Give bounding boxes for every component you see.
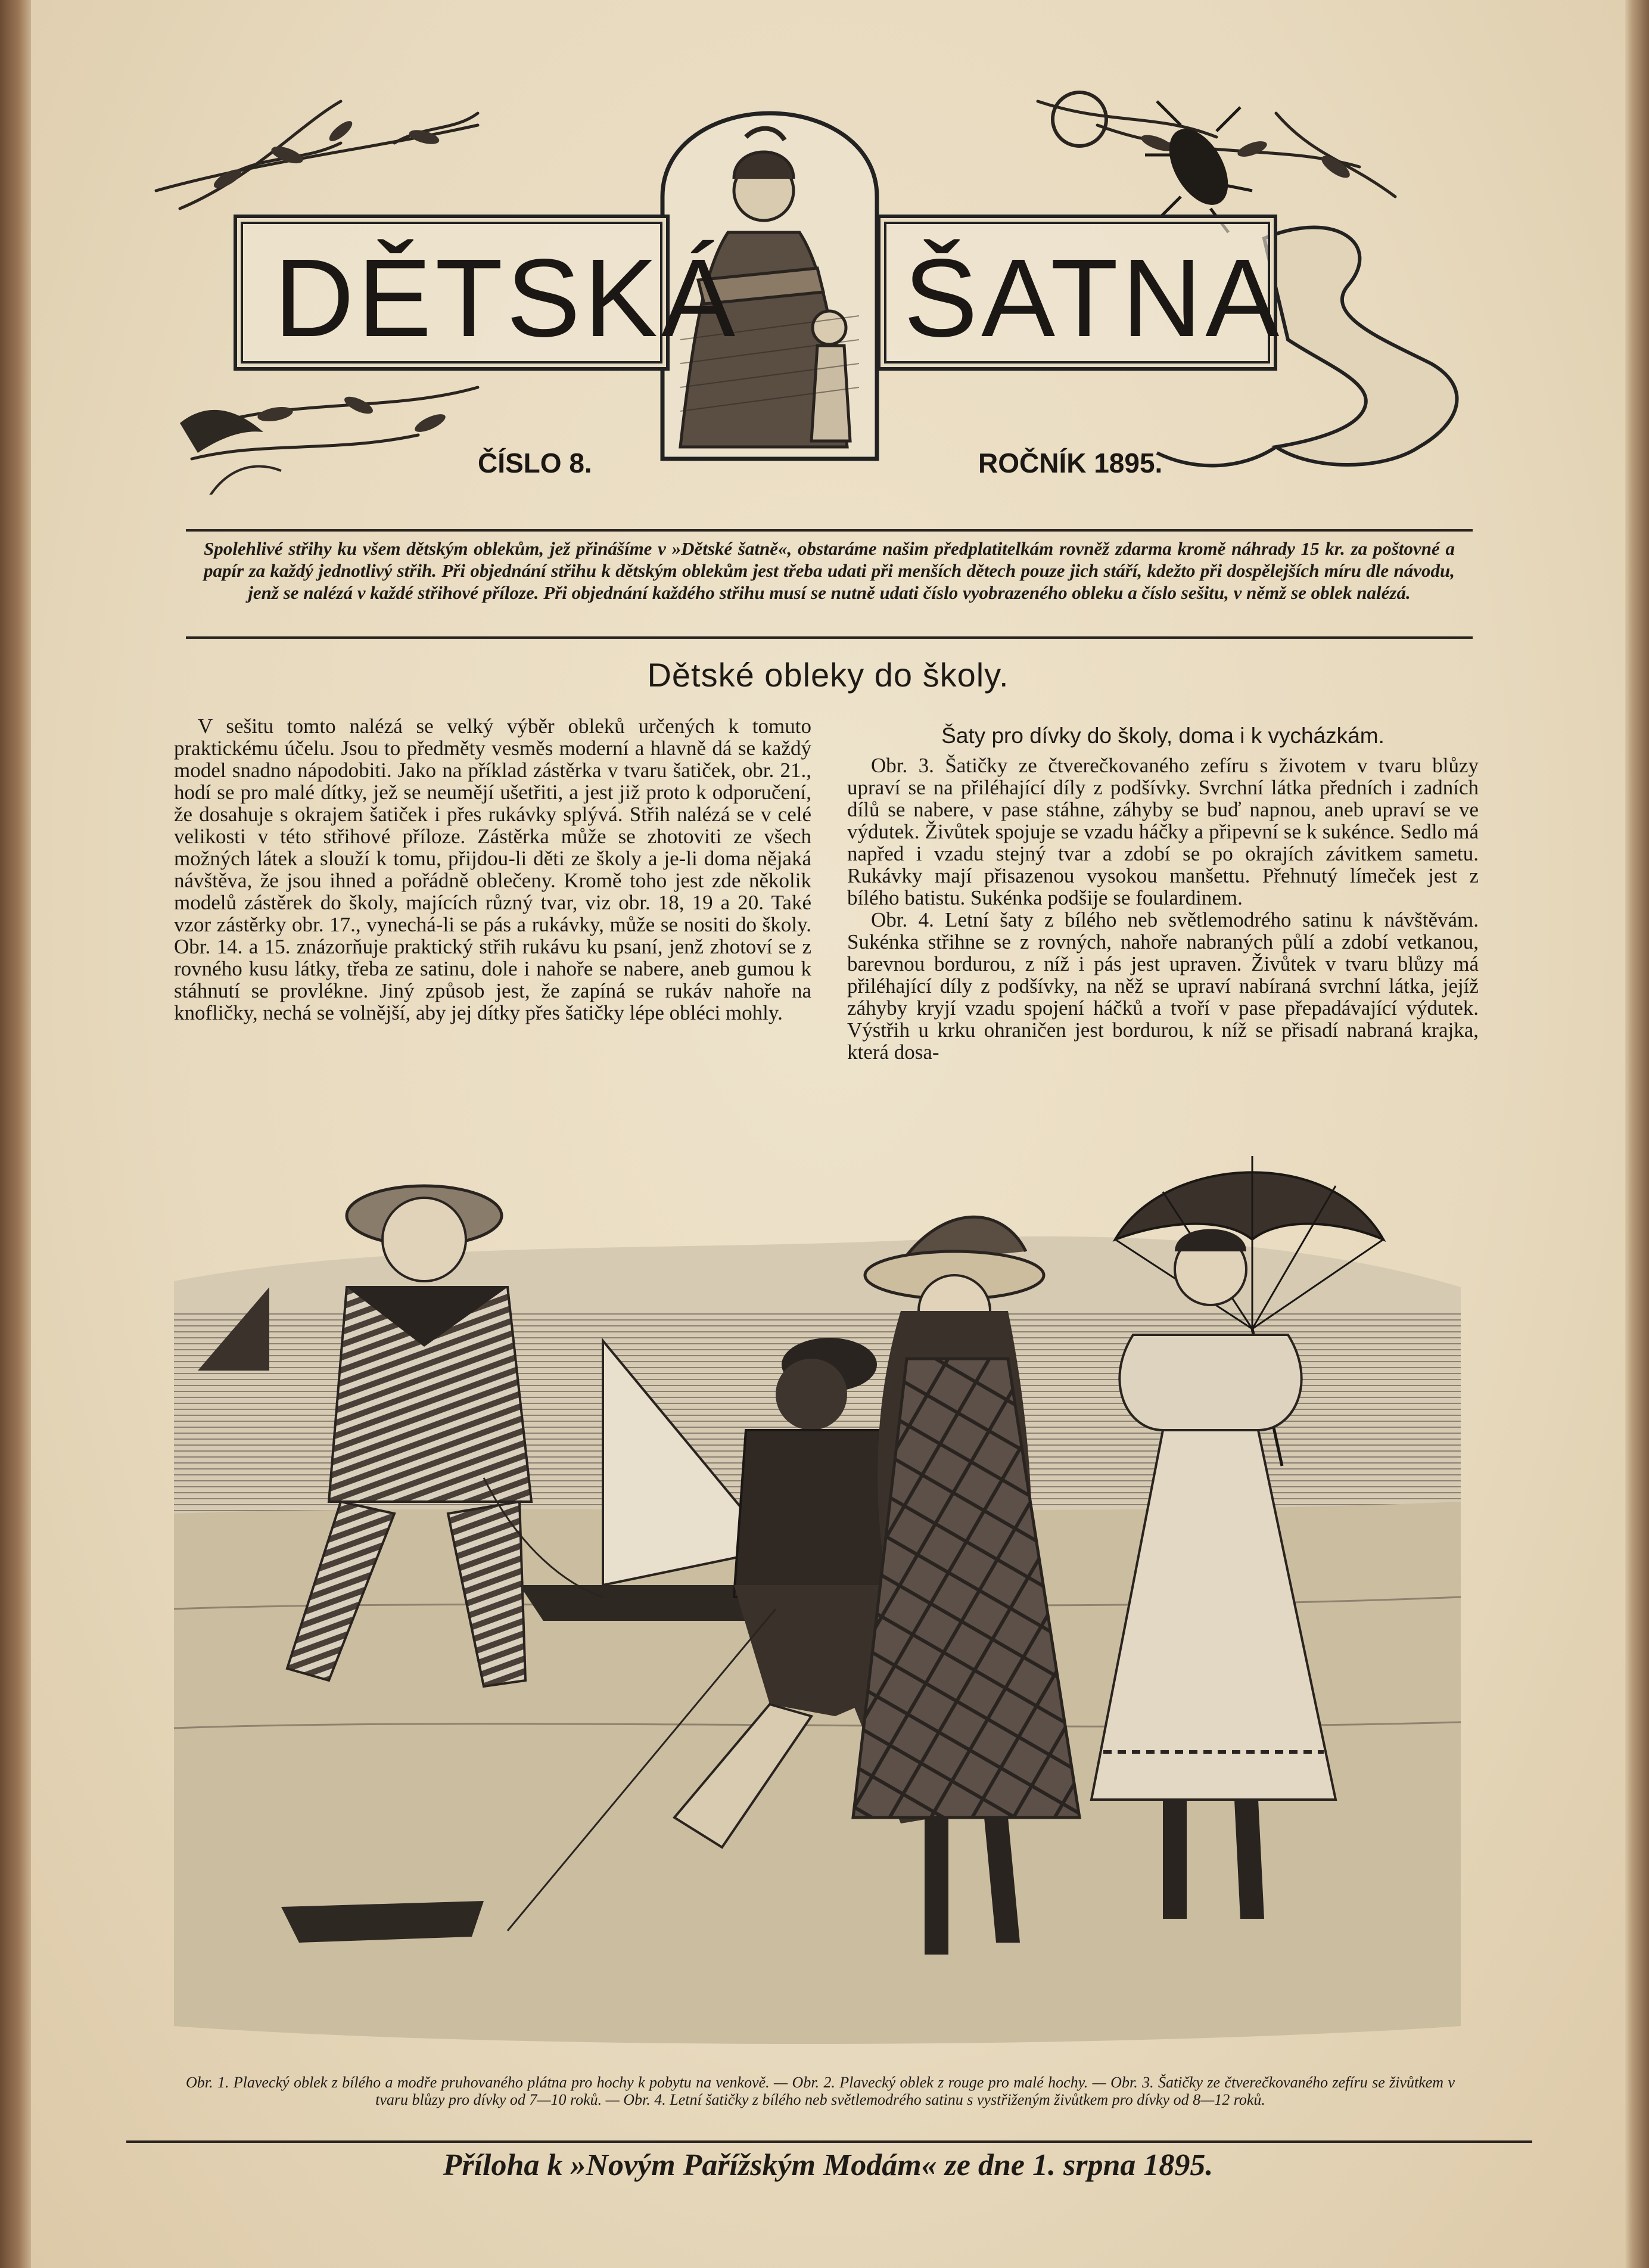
rule-top — [186, 529, 1473, 532]
volume-year: ROČNÍK 1895. — [978, 448, 1163, 479]
title-left: DĚTSKÁ — [274, 237, 739, 360]
title-right: ŠATNA — [904, 237, 1283, 360]
article-left-column — [174, 715, 811, 1096]
subscription-notice: Spolehlivé střihy ku všem dětským oblekům, jež přinášíme v »Dětské šatně«, obstaráme našim předplatitelkám rovněž zdarma kromě náhrady 15 kr. za poštovné a papír za každý jednotlivý střih. Při objednání střihu k dětským oblekům jest třeba udati při menších dětech pouze jich stáří, kdežto při dospělejších míru dle návodu, jenž se nalézá v každé střihové příloze. Při objednání každého střihu musí se nutně udati číslo vyobrazeného obleku a číslo sešitu, v němž se oblek nalézá. — [204, 538, 1455, 603]
masthead — [144, 89, 1491, 495]
rule-footer — [126, 2140, 1532, 2143]
beetle-ornament — [1145, 101, 1252, 232]
right-column-heading: Šaty pro dívky do školy, doma i k vycházkám. — [941, 723, 1384, 748]
rule-under-notice — [186, 636, 1473, 639]
toy-rowboat — [281, 1901, 484, 1943]
left-column-text: V sešitu tomto nalézá se velký výběr obleků určených k tomuto praktickému účelu. Jsou to předměty vesměs moderní a hlavně dá se každý model snadno nápodobiti. Jako na příklad zástěrka v tvaru šatiček, obr. 21., hodí se pro malé dítky, jež se neumějí ušetřiti, a jest již proto k odporučení, že dosahuje s okrajem šatiček i přes rukávky splývá. Střih nalézá se v celé velikosti v této střihové příloze. Zástěrka může se zhotoviti ze všech možných látek a slouží k tomu, přijdou-li děti ze školy a je-li doma nějaká návštěva, že jsou ihned a pořádně oblečeny. Kromě toho jest zde několik modelů zástěrek do školy, majících různý tvar, viz obr. 18, 19 a 20. Také vzor zástěrky obr. 17., vynechá-li se pás a rukávky, může se nositi do školy. Obr. 14. a 15. znázorňuje praktický střih rukávu ku psaní, jenž zhotoví se z rovného kusu látky, třeba ze satinu, dole i nahoře se nabere, aneb gumou k stáhnutí se provlékne. Jiný způsob jest, že zapíná se rukáv nahoře na knofličky, nechá se volnější, aby jej dítky přes šatičky lépe obléci mohly. — [174, 715, 811, 1024]
right-column-paragraph-2: Obr. 4. Letní šaty z bílého neb světlemodrého satinu k návštěvám. Sukénka střihne se z rovných, nahoře nabraných půlí a zdobí vetkanou, barevnou bordurou, z níž i pás jest upraven. Živůtek v tvaru blůzy má přiléhající díly z podšívky, na něž se upraví nabíraná svrchní látka, jejíž záhyby kryjí vzadu spojení háčků a tvoří v pase přepadávající výdutek. Výstřih u krku ohraničen jest bordurou, k níž se přisadí nabraná krajka, která dosa- — [847, 908, 1479, 1064]
article-right-column — [847, 754, 1479, 1100]
magazine-page — [31, 0, 1625, 2268]
figure-caption: Obr. 1. Plavecký oblek z bílého a modře pruhovaného plátna pro hochy k pobytu na venkově. — Obr. 2. Plavecký oblek z rouge pro malé hochy. — Obr. 3. Šatičky ze čtverečkovaného zefíru se živůtkem v tvaru blůzy pro dívky od 7—10 roků. — Obr. 4. Letní šatičky z bílého neb světlemodrého satinu s vystřiženým živůtkem pro dívky od 8—12 roků. — [186, 2074, 1455, 2108]
ribbon-ornament — [1264, 228, 1457, 465]
issue-number: ČÍSLO 8. — [478, 448, 592, 479]
supplement-footer: Příloha k »Novým Pařížským Modám« ze dne 1. srpna 1895. — [443, 2148, 1214, 2182]
right-column-paragraph-1: Obr. 3. Šatičky ze čtverečkovaného zefíru s životem v tvaru blůzy upraví se na přiléhající díly z podšívky. Svrchní látka předních i zadních dílů se nabere, v pase stáhne, záhyby se buď napnou, aneb upraví se ve výdutek. Živůtek spojuje se vzadu háčky a připevní se k sukénce. Sedlo má napřed i vzadu stejný tvar a zdobí se po okrajích závitkem sametu. Rukávky mají přisazenou vysokou manšettu. Přehnutý límeček jest z bílého batistu. Sukénka podšije se foulardinem. — [847, 754, 1479, 909]
binding-edge-left — [0, 0, 31, 2268]
binding-edge-right — [1625, 0, 1649, 2268]
article-title: Dětské obleky do školy. — [647, 656, 1009, 694]
beach-illustration — [150, 1132, 1479, 2062]
